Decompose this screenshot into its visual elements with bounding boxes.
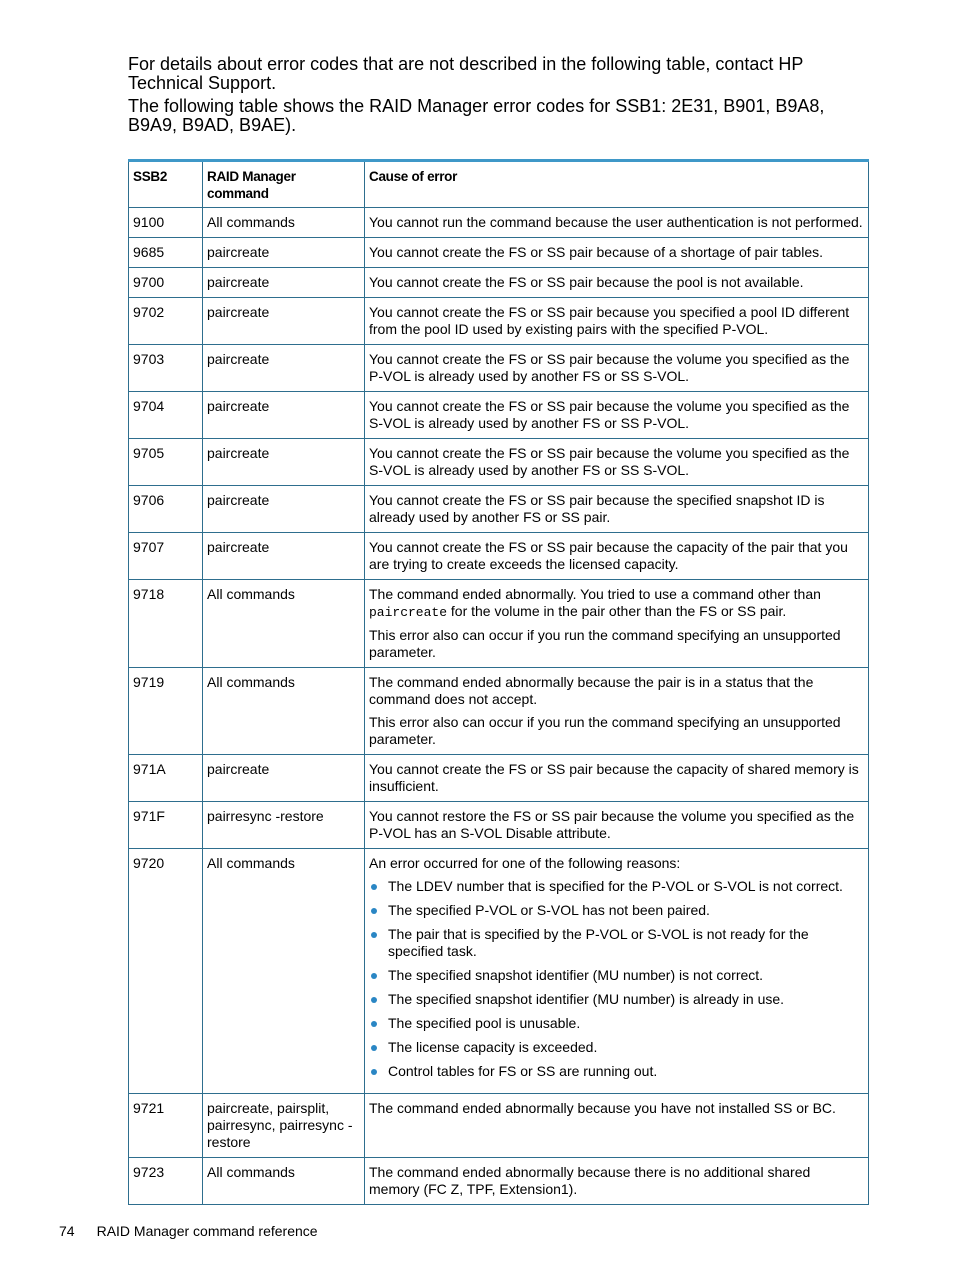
list-item	[369, 1039, 864, 1056]
cause-cell	[365, 849, 869, 1094]
inline-code: paircreate	[369, 605, 448, 620]
reason-text: The specified snapshot identifier (MU number) is already in use.	[388, 991, 785, 1007]
command-cell: paircreate	[203, 439, 365, 486]
command-cell: All commands	[203, 580, 365, 668]
error-code-table	[128, 159, 869, 1205]
reason-list	[369, 878, 864, 1080]
bullet-icon	[371, 884, 377, 890]
table-row	[129, 580, 869, 668]
cause-cell	[365, 668, 869, 755]
cause-paragraph: This error also can occur if you run the command specifying an unsupported parameter.	[369, 627, 841, 660]
cause-cell: You cannot create the FS or SS pair because the volume you specified as the P-VOL is already used by another FS or SS S-VOL.	[365, 345, 869, 392]
list-item	[369, 1015, 864, 1032]
cause-cell: You cannot create the FS or SS pair because the capacity of the pair that you are trying to create exceeds the licensed capacity.	[365, 533, 869, 580]
list-item	[369, 967, 864, 984]
reason-text: The license capacity is exceeded.	[388, 1039, 598, 1055]
list-item	[369, 902, 864, 919]
command-cell: paircreate	[203, 268, 365, 298]
header-ssb2: SSB2	[129, 161, 203, 208]
command-cell: All commands	[203, 1158, 365, 1205]
reason-text: The specified snapshot identifier (MU number) is not correct.	[388, 967, 764, 983]
command-cell: paircreate	[203, 755, 365, 802]
reason-text: The specified pool is unusable.	[388, 1015, 581, 1031]
ssb2-cell: 9723	[129, 1158, 203, 1205]
ssb2-cell: 971A	[129, 755, 203, 802]
cause-cell: You cannot create the FS or SS pair because the volume you specified as the S-VOL is already used by another FS or SS P-VOL.	[365, 392, 869, 439]
header-cause: Cause of error	[365, 161, 869, 208]
command-cell: paircreate	[203, 238, 365, 268]
cause-cell: You cannot create the FS or SS pair because you specified a pool ID different from the pool ID used by existing pairs with the specified P-VOL.	[365, 298, 869, 345]
table-row	[129, 1094, 869, 1158]
command-cell: paircreate	[203, 392, 365, 439]
command-cell: paircreate	[203, 298, 365, 345]
list-item	[369, 991, 864, 1008]
list-item	[369, 926, 864, 960]
cause-text: for the volume in the pair other than the FS or SS pair.	[450, 603, 787, 619]
table-row	[129, 298, 869, 345]
footer-section-title: RAID Manager command reference	[96, 1223, 318, 1239]
command-cell: All commands	[203, 208, 365, 238]
cause-paragraph	[369, 586, 864, 621]
ssb2-cell: 9704	[129, 392, 203, 439]
bullet-icon	[371, 1069, 377, 1075]
table-row	[129, 268, 869, 298]
command-cell: paircreate, pairsplit, pairresync, pairresync -restore	[203, 1094, 365, 1158]
ssb2-cell: 9700	[129, 268, 203, 298]
bullet-icon	[371, 1021, 377, 1027]
table-row	[129, 238, 869, 268]
table-row	[129, 486, 869, 533]
reason-text: Control tables for FS or SS are running out.	[388, 1063, 658, 1079]
cause-cell: You cannot create the FS or SS pair because of a shortage of pair tables.	[365, 238, 869, 268]
table-row	[129, 755, 869, 802]
bullet-icon	[371, 997, 377, 1003]
list-item	[369, 878, 864, 895]
ssb2-cell: 9719	[129, 668, 203, 755]
command-cell: paircreate	[203, 533, 365, 580]
cause-paragraph: An error occurred for one of the following reasons:	[369, 855, 681, 871]
cause-cell: The command ended abnormally because there is no additional shared memory (FC Z, TPF, Extension1).	[365, 1158, 869, 1205]
intro-paragraph-2: The following table shows the RAID Manager error codes for SSB1: 2E31, B901, B9A8, B9A9, B9AD, B9AE).	[128, 96, 825, 135]
table-row	[129, 439, 869, 486]
cause-cell: The command ended abnormally because you have not installed SS or BC.	[365, 1094, 869, 1158]
command-cell: paircreate	[203, 345, 365, 392]
cause-cell	[365, 580, 869, 668]
list-item	[369, 1063, 864, 1080]
command-cell: All commands	[203, 668, 365, 755]
cause-text: The command ended abnormally. You tried to use a command other than	[369, 586, 821, 602]
error-code-table-wrap	[128, 159, 868, 1205]
reason-text: The LDEV number that is specified for the P-VOL or S-VOL is not correct.	[388, 878, 843, 894]
ssb2-cell: 9705	[129, 439, 203, 486]
table-header-row	[129, 161, 869, 208]
table-row	[129, 208, 869, 238]
ssb2-cell: 9718	[129, 580, 203, 668]
cause-cell: You cannot restore the FS or SS pair because the volume you specified as the P-VOL has an S-VOL Disable attribute.	[365, 802, 869, 849]
page-footer	[59, 1223, 318, 1239]
table-row	[129, 533, 869, 580]
command-cell: pairresync -restore	[203, 802, 365, 849]
ssb2-cell: 9703	[129, 345, 203, 392]
ssb2-cell: 9721	[129, 1094, 203, 1158]
cause-cell: You cannot create the FS or SS pair because the specified snapshot ID is already used by another FS or SS pair.	[365, 486, 869, 533]
table-row	[129, 345, 869, 392]
command-cell: All commands	[203, 849, 365, 1094]
cause-paragraph: This error also can occur if you run the command specifying an unsupported parameter.	[369, 714, 841, 747]
table-row	[129, 802, 869, 849]
table-row	[129, 668, 869, 755]
cause-cell: You cannot create the FS or SS pair because the pool is not available.	[365, 268, 869, 298]
table-row	[129, 1158, 869, 1205]
cause-cell: You cannot create the FS or SS pair because the volume you specified as the S-VOL is already used by another FS or SS S-VOL.	[365, 439, 869, 486]
cause-cell: You cannot create the FS or SS pair because the capacity of shared memory is insufficient.	[365, 755, 869, 802]
reason-text: The pair that is specified by the P-VOL or S-VOL is not ready for the specified task.	[388, 926, 809, 959]
ssb2-cell: 9707	[129, 533, 203, 580]
table-row	[129, 392, 869, 439]
ssb2-cell: 9702	[129, 298, 203, 345]
reason-text: The specified P-VOL or S-VOL has not been paired.	[388, 902, 710, 918]
ssb2-cell: 971F	[129, 802, 203, 849]
bullet-icon	[371, 908, 377, 914]
ssb2-cell: 9706	[129, 486, 203, 533]
ssb2-cell: 9685	[129, 238, 203, 268]
page-number: 74	[59, 1223, 75, 1239]
ssb2-cell: 9100	[129, 208, 203, 238]
ssb2-cell: 9720	[129, 849, 203, 1094]
bullet-icon	[371, 973, 377, 979]
intro-paragraph-1: For details about error codes that are not described in the following table, contact HP Technical Support.	[128, 54, 804, 93]
cause-cell: You cannot run the command because the user authentication is not performed.	[365, 208, 869, 238]
intro-text	[128, 55, 868, 139]
bullet-icon	[371, 1045, 377, 1051]
cause-paragraph: The command ended abnormally because the pair is in a status that the command does not accept.	[369, 674, 814, 707]
table-row	[129, 849, 869, 1094]
bullet-icon	[371, 932, 377, 938]
command-cell: paircreate	[203, 486, 365, 533]
header-command: RAID Manager command	[203, 161, 365, 208]
